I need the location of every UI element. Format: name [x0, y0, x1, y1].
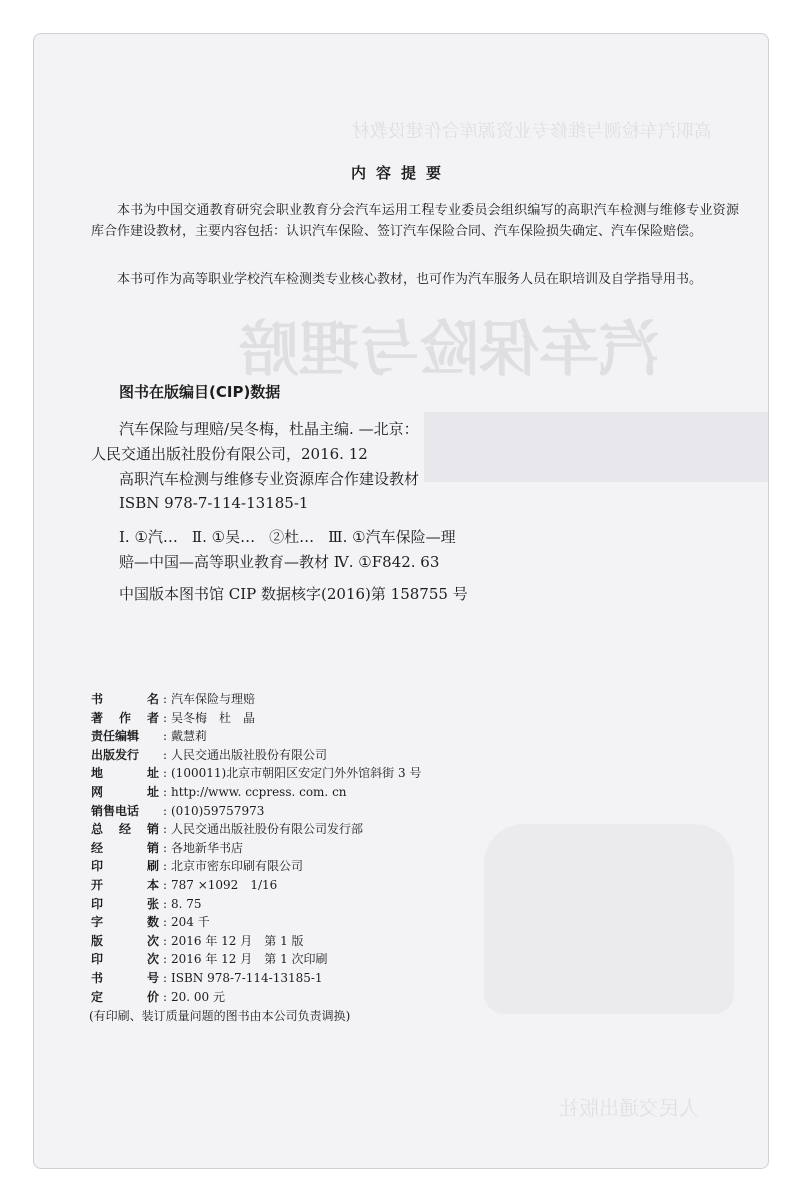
info-row: 书 号 : ISBN 978-7-114-13185-1: [91, 969, 611, 988]
info-row: 地 址 : (100011)北京市朝阳区安定门外外馆斜街 3 号: [91, 764, 611, 783]
summary-paragraph: 本书可作为高等职业学校汽车检测类专业核心教材，也可作为汽车服务人员在职培训及自学指导用书。: [117, 272, 703, 287]
info-label: 印 张: [91, 896, 159, 911]
info-label: 定 价: [91, 989, 159, 1004]
info-row: 销售电话 : (010)59757973: [91, 802, 611, 821]
info-row: 著 作 者 : 吴冬梅 杜 晶: [91, 709, 611, 728]
cip-isbn: ISBN 978-7-114-13185-1: [119, 494, 309, 512]
info-label: 出版发行: [91, 747, 140, 762]
cip-line: 人民交通出版社股份有限公司，2016. 12: [91, 445, 368, 463]
info-row: 总 经 销 : 人民交通出版社股份有限公司发行部: [91, 820, 611, 839]
info-value: 吴冬梅 杜 晶: [171, 710, 256, 725]
info-value: 2016 年 12 月 第 1 版: [171, 933, 304, 948]
cip-record-number: 中国版本图书馆 CIP 数据核字(2016)第 158755 号: [119, 585, 468, 603]
info-value: 汽车保险与理赔: [171, 692, 256, 706]
info-value: 8. 75: [171, 896, 202, 911]
info-label: 地 址: [91, 766, 159, 781]
summary-title: 内容提要: [350, 164, 451, 182]
info-row: 字 数 : 204 千: [91, 913, 611, 932]
info-label: 销售电话: [91, 803, 140, 818]
book-info-list: [91, 690, 611, 1026]
cip-class-2: Ⅱ. ①吴…: [191, 528, 256, 546]
info-value: ISBN 978-7-114-13185-1: [171, 970, 323, 985]
info-value: 北京市密东印刷有限公司: [171, 859, 304, 874]
quality-footnote: (有印刷、装订质量问题的图书由本公司负责调换): [89, 1009, 351, 1024]
info-row: 印 刷 : 北京市密东印刷有限公司: [91, 857, 611, 876]
info-label: 字 数: [91, 915, 159, 930]
copyright-page: [33, 33, 769, 1169]
info-row: 出版发行 : 人民交通出版社股份有限公司: [91, 746, 611, 765]
info-value: (010)59757973: [171, 803, 265, 818]
info-label: 网 址: [91, 784, 159, 799]
bleed-through-band: [424, 412, 769, 482]
bleed-through-title: 汽车保险与理赔: [239, 315, 659, 385]
cip-classification: [119, 526, 456, 547]
info-label: 开 本: [91, 877, 159, 892]
info-label: 印 次: [91, 952, 159, 967]
info-value: 2016 年 12 月 第 1 次印刷: [171, 952, 328, 967]
info-label: 责任编辑: [91, 729, 140, 744]
info-row: 印 次 : 2016 年 12 月 第 1 次印刷: [91, 950, 611, 969]
info-label: 总 经 销: [91, 822, 159, 837]
info-value: http://www. ccpress. com. cn: [171, 784, 347, 799]
info-row: 网 址 : http://www. ccpress. com. cn: [91, 783, 611, 802]
info-row: 定 价 : 20. 00 元: [91, 988, 611, 1007]
info-label: 著 作 者: [91, 710, 159, 725]
info-value: 人民交通出版社股份有限公司发行部: [171, 822, 364, 837]
info-label: 经 销: [91, 840, 159, 855]
info-value: 787 ×1092 1/16: [171, 877, 278, 892]
info-row: 书 名 : 汽车保险与理赔: [91, 690, 611, 709]
info-label: 书 名: [91, 692, 159, 706]
info-value: (100011)北京市朝阳区安定门外外馆斜街 3 号: [171, 766, 422, 781]
info-value: 各地新华书店: [171, 840, 244, 855]
cip-class-1: Ⅰ. ①汽…: [119, 528, 178, 546]
cip-class-2b: ②杜…: [269, 528, 315, 546]
bleed-through-publisher: 人民交通出版社: [559, 1096, 699, 1120]
info-row: 责任编辑 : 戴慧莉: [91, 727, 611, 746]
info-label: 版 次: [91, 933, 159, 948]
cip-class-3: Ⅲ. ①汽车保险—理: [328, 528, 456, 546]
bleed-through-series: 高职汽车检测与维修专业资源库合作建设教材: [352, 121, 712, 142]
info-value: 戴慧莉: [171, 729, 208, 744]
info-row: 经 销 : 各地新华书店: [91, 839, 611, 858]
info-row: 版 次 : 2016 年 12 月 第 1 版: [91, 932, 611, 951]
info-row: 开 本 : 787 ×1092 1/16: [91, 876, 611, 895]
info-value: 人民交通出版社股份有限公司: [171, 747, 328, 762]
cip-line: 赔—中国—高等职业教育—教材 Ⅳ. ①F842. 63: [119, 553, 440, 571]
summary-paragraph: 本书为中国交通教育研究会职业教育分会汽车运用工程专业委员会组织编写的高职汽车检测与维修专业资源库合作建设教材，主要内容包括：认识汽车保险、签订汽车保险合同、汽车保险损失确定、汽车保险赔偿。: [91, 203, 739, 239]
cip-heading: 图书在版编目(CIP)数据: [119, 383, 281, 401]
cip-line: 高职汽车检测与维修专业资源库合作建设教材: [119, 470, 420, 488]
cip-line: 汽车保险与理赔/吴冬梅，杜晶主编. —北京：: [119, 420, 419, 438]
info-value: 204 千: [171, 915, 210, 930]
info-label: 印 刷: [91, 859, 159, 874]
info-value: 20. 00 元: [171, 989, 225, 1004]
info-row: 印 张 : 8. 75: [91, 895, 611, 914]
info-label: 书 号: [91, 970, 159, 985]
